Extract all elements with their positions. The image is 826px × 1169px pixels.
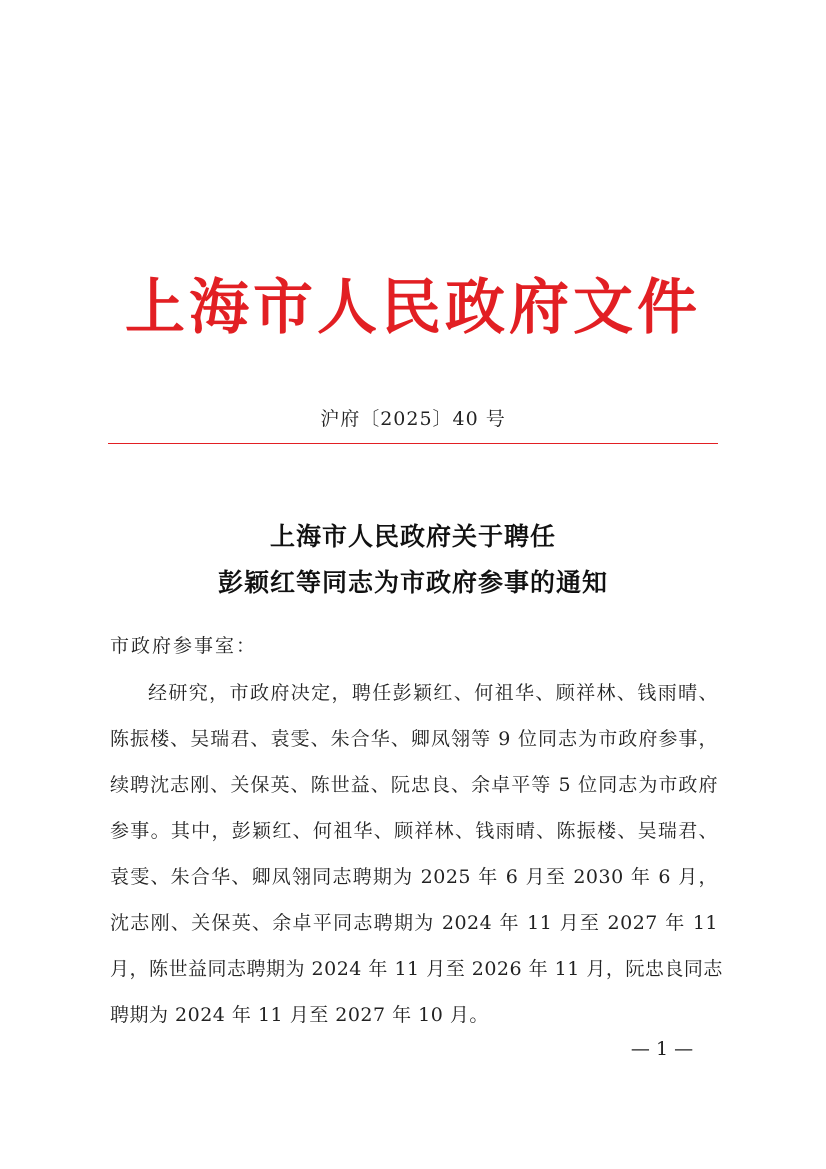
- body-line: 袁雯、朱合华、卿凤翎同志聘期为 2025 年 6 月至 2030 年 6 月，: [110, 866, 718, 888]
- body-line: 陈振楼、吴瑞君、袁雯、朱合华、卿凤翎等 9 位同志为市政府参事，: [110, 728, 718, 750]
- body-line: 续聘沈志刚、关保英、陈世益、阮忠良、余卓平等 5 位同志为市政府: [110, 774, 718, 796]
- salutation: 市政府参事室：: [110, 635, 258, 657]
- body-line: 沈志刚、关保英、余卓平同志聘期为 2024 年 11 月至 2027 年 11: [110, 912, 718, 934]
- body-line: 聘期为 2024 年 11 月至 2027 年 10 月。: [110, 1004, 489, 1026]
- notice-title-line-2: 彭颖红等同志为市政府参事的通知: [217, 568, 608, 597]
- body-line: 参事。其中，彭颖红、何祖华、顾祥林、钱雨晴、陈振楼、吴瑞君、: [110, 820, 718, 842]
- masthead-title: 上海市人民政府文件: [125, 273, 701, 343]
- body-line: 经研究，市政府决定，聘任彭颖红、何祖华、顾祥林、钱雨晴、: [148, 682, 718, 704]
- red-separator-line: [108, 443, 718, 444]
- document-number: 沪府〔2025〕40 号: [320, 408, 506, 430]
- page-number: — 1 —: [630, 1038, 694, 1060]
- notice-title-line-1: 上海市人民政府关于聘任: [269, 522, 556, 551]
- body-line: 月，陈世益同志聘期为 2024 年 11 月至 2026 年 11 月，阮忠良同志: [110, 958, 723, 980]
